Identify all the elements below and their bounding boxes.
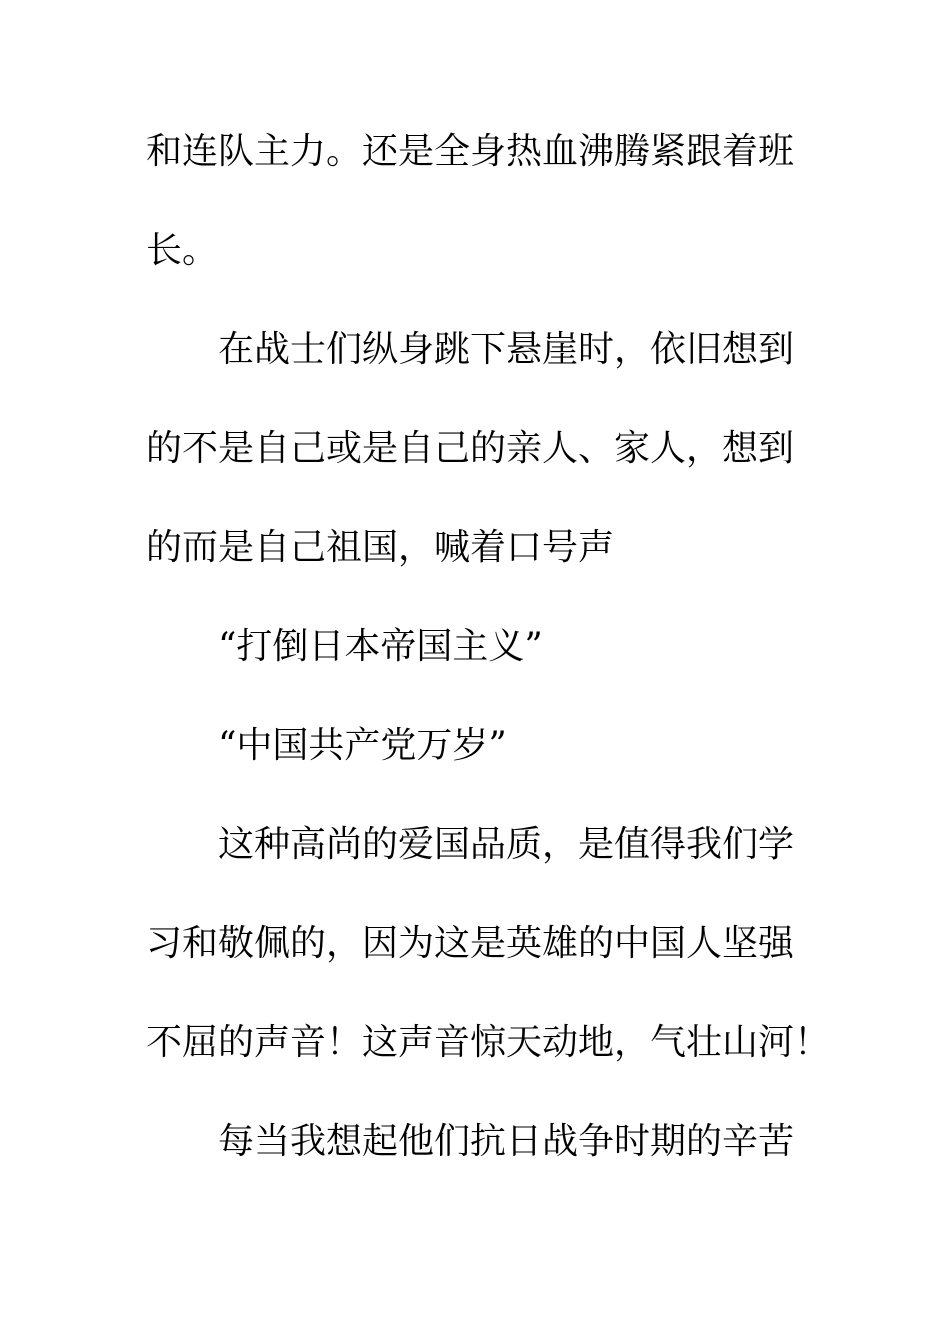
text-line: 的不是自己或是自己的亲人、家人，想到 — [146, 428, 795, 469]
slogan-quote: “中国共产党万岁” — [218, 725, 507, 766]
text-line: 不屈的声音！这声音惊天动地，气壮山河！ — [146, 1022, 831, 1063]
text-line: 长。 — [146, 230, 219, 271]
text-line: 的而是自己祖国，喊着口号声 — [146, 527, 615, 568]
paragraph-start-line: 这种高尚的爱国品质，是值得我们学 — [218, 824, 795, 865]
text-line: 和连队主力。还是全身热血沸腾紧跟着班 — [146, 131, 795, 172]
paragraph-start-line: 每当我想起他们抗日战争时期的辛苦 — [218, 1121, 795, 1162]
slogan-quote: “打倒日本帝国主义” — [218, 626, 543, 667]
text-line: 习和敬佩的，因为这是英雄的中国人坚强 — [146, 923, 795, 964]
paragraph-start-line: 在战士们纵身跳下悬崖时，依旧想到 — [218, 329, 795, 370]
